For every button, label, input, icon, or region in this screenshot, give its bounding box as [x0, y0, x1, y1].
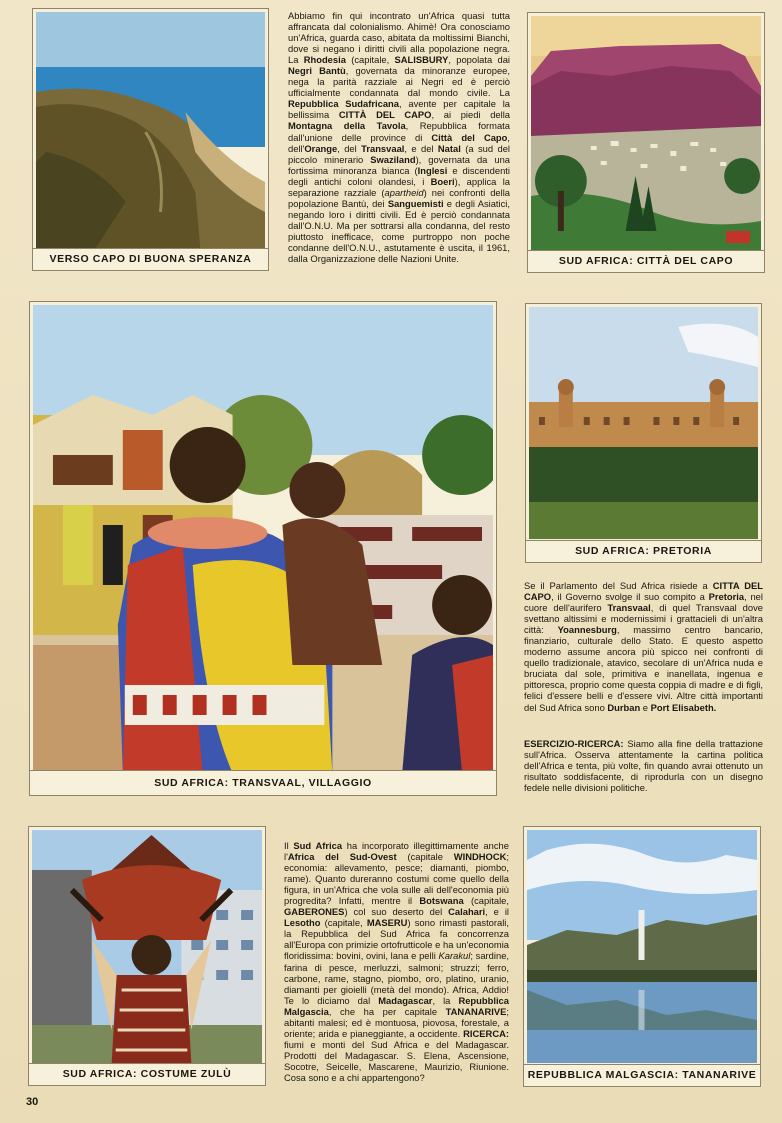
- figure-zulu: [28, 826, 266, 1086]
- text-run: , che ha per capitale: [328, 1005, 446, 1017]
- text-run: ; sardine, farina di pesce, merluzzi, salmoni; struzzi; ferro, carbone, rame, stagno, piombo, oro, platino, uranio, diamanti per gioielli (metà del mondo). Africa, Addio! Te lo diciamo dal: [284, 950, 510, 1006]
- bold-term: ESERCIZIO-RICERCA:: [524, 738, 624, 749]
- bold-term: MASERU: [366, 917, 408, 929]
- bold-term: TANANARIVE: [445, 1005, 507, 1017]
- paragraph-intro: [288, 10, 510, 264]
- figure-caption: SUD AFRICA: COSTUME ZULÙ: [29, 1063, 265, 1085]
- paragraph-pretoria: [524, 580, 763, 713]
- text-run: , avente per capitale la bellissima: [288, 98, 510, 121]
- bold-term: GABERONES: [284, 906, 345, 918]
- figure-tananarive: [523, 826, 761, 1087]
- bold-term: SALISBURY: [394, 54, 449, 66]
- bold-term: Rhodesia: [303, 54, 346, 66]
- bold-term: CITTÀ DEL CAPO: [338, 109, 432, 121]
- bold-term: Transvaal: [607, 602, 651, 614]
- text-run: ), applica la separazione razziale (: [288, 175, 510, 198]
- figure-capo: [32, 8, 269, 271]
- photo-ndebele-mother-children: [33, 305, 493, 773]
- figure-caption: REPUBBLICA MALGASCIA: TANANARIVE: [524, 1064, 760, 1086]
- bold-term: Natal: [437, 142, 461, 154]
- bold-term: CITTA DEL CAPO: [524, 580, 763, 603]
- bold-term: Pretoria: [708, 591, 745, 603]
- text-run: , e del: [404, 142, 438, 154]
- paragraph-esercizio: [524, 738, 763, 793]
- bold-term: Calahari: [448, 906, 486, 918]
- figure-pretoria: [525, 303, 762, 563]
- text-run: , di quel Transvaal dove svettano altissimi e modernissimi i grattacieli di un'altra città:: [524, 602, 763, 636]
- text-run: Siamo alla fine della trattazione sull'Africa. Osserva attentamente la cartina politica dell'Africa e tenta, più volte, fin quando avrai ottenuto un risultato soddisfacente, di riprodurla con un disegno fedele nelle divisioni politiche.: [524, 738, 763, 794]
- bold-term: Repubblica Malgascia: [284, 994, 509, 1017]
- italic-term: Karakul: [438, 950, 471, 962]
- bold-term: Madagascar: [378, 994, 433, 1006]
- text-run: ) col suo deserto del: [344, 906, 449, 918]
- bold-term: Yoannesburg: [557, 624, 617, 636]
- text-run: , e il: [485, 906, 509, 918]
- bold-term: Transvaal: [361, 142, 405, 154]
- figure-caption: SUD AFRICA: PRETORIA: [526, 540, 761, 562]
- text-run: Se il Parlamento del Sud Africa risiede a: [524, 580, 713, 591]
- bold-term: Città del Capo: [431, 131, 508, 143]
- bold-term: Durban: [607, 701, 641, 713]
- figure-caption: SUD AFRICA: TRANSVAAL, VILLAGGIO: [30, 770, 496, 795]
- figure-transvaal: [29, 301, 497, 796]
- text-run: (capitale: [396, 851, 454, 863]
- bold-term: Swaziland: [370, 153, 416, 165]
- photo-zulu-costume: [32, 830, 262, 1063]
- photo-cape-coast: [36, 12, 265, 248]
- text-column-pretoria: [524, 580, 763, 713]
- text-run: ha incorporato illegittimamente anche l': [284, 840, 509, 863]
- text-run: , ai piedi della: [431, 109, 511, 121]
- text-column-intro: [288, 10, 510, 264]
- text-run: (capitale,: [463, 895, 509, 907]
- text-run: fiumi e monti del Sud Africa e del Madagascar. Prodotti del Madagascar. S. Elena, Ascensione, Socotre, Seicelle, Mascarene, Maurizio, Riunione. Cosa sono e a chi appartengono?: [284, 1038, 509, 1083]
- figure-caption: SUD AFRICA: CITTÀ DEL CAPO: [528, 250, 764, 272]
- paragraph-sud-africa: [284, 840, 509, 1083]
- text-run: e discendenti degli antichi coloni olandesi, i: [288, 164, 510, 187]
- text-run: (capitale,: [320, 917, 367, 929]
- bold-term: Port Elisabeth.: [650, 701, 717, 713]
- text-run: ; abitanti malesi; ed è montuosa, piovosa, forestale, a oriente; arida e pianeggiante, a occidente.: [284, 1005, 509, 1039]
- bold-term: Negri Bantù: [288, 65, 346, 77]
- text-run: ) nei confronti della popolazione Bantù, dei: [288, 186, 511, 209]
- bold-term: Lesotho: [284, 917, 321, 929]
- figure-caption: VERSO CAPO DI BUONA SPERANZA: [33, 248, 268, 270]
- bold-term: Inglesi: [417, 164, 448, 176]
- bold-term: RICERCA:: [463, 1027, 509, 1039]
- bold-term: Repubblica Sudafricana: [288, 98, 399, 110]
- text-run: e degli Asiatici, negando loro i diritti civili. Ed è perciò condannata dall'O.N.U. Ma per sottrarsi alla condanna, del resto piuttosto inefficace, come purtroppo non poche condanne dell'O.N.U., astutamente è uscita, il 1961, dalla Organizzazione delle Nazioni Unite.: [288, 197, 510, 265]
- text-run: ) sono rimasti pastorali, la Repubblica del Sud Africa fa concorrenza all'Europa con primizie ortofrutticole e ha un'economia floridissima: bovini, ovini, lana e pelli: [284, 917, 509, 962]
- text-run: , del: [337, 142, 362, 154]
- text-run: , massimo centro bancario, finanziario, culturale dello Stato. E questo aspetto moderno assume ancora più spicco nei confronti di quello tradizionale, atavico, secolare di un'Africa nuda e bruciata dal sole, primitiva e inanellata, ingenua e pittoresca, proprio come questa coppia di madre e di figli, felici d'essere belli e d'essere vivi. Altre città importanti del Sud Africa sono: [524, 624, 764, 713]
- photo-union-buildings: [529, 307, 758, 539]
- text-run: , il Governo svolge il suo compito a: [551, 591, 709, 603]
- text-run: e: [640, 701, 651, 713]
- photo-tananarive-lake: [527, 830, 757, 1063]
- bold-term: WINDHOCK: [453, 851, 507, 863]
- text-column-esercizio: [524, 738, 763, 793]
- text-run: Abbiamo fin qui incontrato un'Africa quasi tutta affrancata dal colonialismo. Ahimè! Ora conosciamo un'Africa, guarda caso, abitata da moltissimi Bianchi, dove si negano i diritti civili alla popolazione negra. La: [288, 10, 510, 66]
- page-number: 30: [26, 1096, 39, 1108]
- text-run: , la: [432, 994, 459, 1006]
- text-run: , dell': [288, 131, 510, 154]
- text-run: (a sud del piccolo minerario: [288, 142, 510, 165]
- bold-term: Sanguemisti: [387, 197, 444, 209]
- bold-term: Orange: [304, 142, 338, 154]
- text-run: (capitale,: [345, 54, 395, 66]
- bold-term: Montagna della Tavola: [288, 120, 406, 132]
- text-run: ; economia: allevamento, pesce; diamanti, piombo, rame). Quanto dureranno costumi come quello della figura, in un'Africa che vola sulle ali dell'economia più progredita? Infatti, mentre il: [284, 851, 509, 907]
- text-column-sud-africa: [284, 840, 509, 1083]
- italic-term: apartheid: [384, 186, 424, 198]
- bold-term: Boeri: [430, 175, 455, 187]
- bold-term: Botswana: [419, 895, 464, 907]
- text-run: , nel cuore dell'aurifero: [524, 591, 763, 614]
- photo-table-mountain: [531, 16, 761, 250]
- bold-term: Sud Africa: [293, 840, 343, 851]
- text-run: , Repubblica formata dall'unione delle province di: [288, 120, 510, 143]
- bold-term: Africa del Sud-Ovest: [287, 851, 397, 863]
- text-run: , governata da minoranze europee, nega la parità razziale ai Negri ed è perciò ufficialmente condannata dal mondo civile. La: [288, 65, 510, 99]
- figure-citta-del-capo: [527, 12, 765, 273]
- text-run: ), governata da una fortissima minoranza bianca (: [288, 153, 511, 176]
- text-run: Il: [284, 840, 294, 851]
- text-run: , popolata dai: [448, 54, 511, 66]
